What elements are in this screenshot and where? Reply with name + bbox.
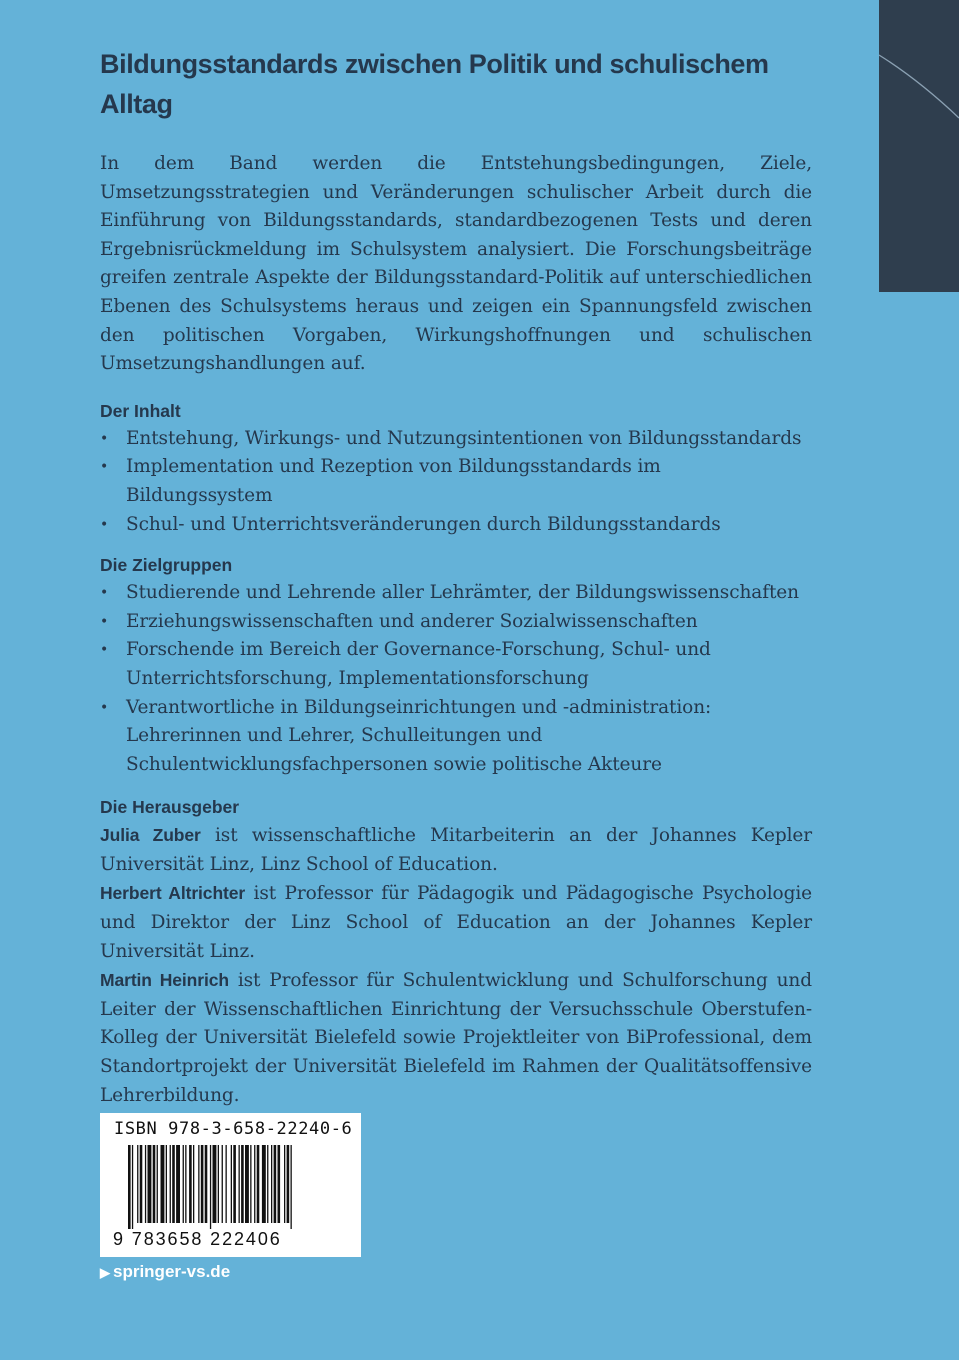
barcode-bar [254,1145,255,1223]
barcode-bar [205,1145,208,1223]
editor-name: Julia Zuber [100,825,201,846]
herausgeber-section [100,793,812,1110]
inhalt-list [100,425,812,539]
corner-decoration [879,0,959,292]
list-item: • Entstehung, Wirkungs- und Nutzungsintentionen von Bildungsstandards [100,425,812,454]
list-item: • Studierende und Lehrende aller Lehrämter, der Bildungswissenschaften [100,579,812,608]
inhalt-heading: Der Inhalt [100,400,181,421]
barcode-bar [189,1145,192,1223]
barcode-bar [148,1145,152,1223]
barcode-bar [132,1145,133,1229]
editor-bio: Herbert Altrichter ist Professor für Pädagogik und Pädagogische Psychologie und Direktor der Linz School of Education an der Johannes Kepler Universität Linz. [100,883,812,962]
editor-name: Herbert Altrichter [100,883,246,904]
barcode-bar [185,1145,186,1223]
barcode-bar [137,1145,138,1223]
list-item: • Erziehungswissenschaften und anderer Sozialwissenschaften [100,608,812,637]
herausgeber-heading: Die Herausgeber [100,797,240,818]
barcode-bar [267,1145,268,1223]
bullet-icon: • [100,613,109,630]
barcode-bar [218,1145,219,1223]
barcode-bar [128,1145,131,1229]
zielgruppen-list [100,579,812,779]
list-item: • Forschende im Bereich der Governance-Forschung, Schul- und Unterrichtsforschung, Implementationsforschung [100,636,812,693]
zielgruppen-heading: Die Zielgruppen [100,555,233,576]
barcode-bar [284,1145,285,1223]
barcode-bar [170,1145,171,1223]
bullet-icon: • [100,516,109,533]
barcode-bar [198,1145,199,1223]
barcode-bar [153,1145,156,1223]
barcode-bar [233,1145,236,1223]
barcode-bar [271,1145,272,1223]
barcode-bar [222,1145,223,1223]
barcode-bar [157,1145,158,1223]
barcode-bar [278,1145,281,1223]
editor-bio: Julia Zuber ist wissenschaftliche Mitarbeiterin an der Johannes Kepler Universität Linz, Linz School of Education. [100,825,812,875]
editor-bio: Martin Heinrich ist Professor für Schulentwicklung und Schulforschung und Leiter der Wissenschaftlichen Einrichtung der Versuchsschule Oberstufen-Kolleg der Universität Bielefeld sowie Projektleiter von BiProfessional, dem Standortprojekt der Universität Bielefeld im Rahmen der Qualitätsoffensive Lehrerbildung. [100,970,812,1106]
isbn-barcode-box [100,1113,361,1257]
barcode-bar [245,1145,249,1223]
barcode-bar [274,1145,277,1223]
bullet-icon: • [100,585,109,602]
barcode-bar [239,1145,240,1223]
barcode-bar [210,1145,211,1229]
inhalt-section [100,397,812,539]
barcode-bar [250,1145,251,1223]
isbn-label: ISBN 978-3-658-22240-6 [114,1119,353,1139]
bullet-icon: • [100,459,109,476]
intro-paragraph: In dem Band werden die Entstehungsbedingungen, Ziele, Umsetzungsstrategien und Veränderungen schulischer Arbeit durch die Einführung von Bildungsstandards, standardbezogenen Tests und deren Ergebnisrückmeldung im Schulsystem analysiert. Die Forschungsbeiträge greifen zentrale Aspekte der Bildungsstandard-Politik auf unterschiedlichen Ebenen des Schulsystems heraus und zeigen ein Spannungsfeld zwischen den politischen Vorgaben, Wirkungshoffnungen und schulischen Umsetzungshandlungen auf. [100,153,812,375]
back-cover-text [100,44,812,1110]
barcode-bar [140,1145,143,1223]
barcode-bar [161,1145,165,1223]
page-title: Bildungsstandards zwischen Politik und schulischem Alltag [100,49,769,119]
barcode-bar [226,1145,227,1223]
editor-name: Martin Heinrich [100,970,229,991]
list-item: • Schul- und Unterrichtsveränderungen durch Bildungsstandards [100,511,812,540]
barcode-bar [172,1145,175,1223]
barcode-bar [257,1145,260,1223]
barcode-bar [145,1145,146,1223]
barcode-bar [176,1145,180,1223]
barcode-bar [291,1145,292,1229]
barcode-bar [287,1145,290,1223]
barcode-bar [231,1145,232,1223]
barcode-bar [166,1145,167,1223]
barcode-digits: 9 783658 222406 [113,1229,282,1249]
list-item: • Implementation und Rezeption von Bildungsstandards im Bildungssystem [100,453,812,510]
arrow-right-icon: ▶ [100,1265,110,1280]
list-item: • Verantwortliche in Bildungseinrichtungen und -administration: Lehrerinnen und Lehrer, Schulleitungen und Schulentwicklungsfachpersonen sowie politische Akteure [100,694,812,780]
zielgruppen-section [100,551,812,779]
barcode-bar [241,1145,244,1223]
barcode-bar [262,1145,266,1223]
barcode-bar [201,1145,204,1223]
barcode-bar [183,1145,184,1223]
barcode-bar [193,1145,194,1223]
bullet-icon: • [100,430,109,447]
bullet-icon: • [100,699,109,716]
barcode-bar [213,1145,217,1223]
bullet-icon: • [100,642,109,659]
barcode-icon [128,1145,334,1229]
website-link[interactable]: ▶ springer-vs.de [100,1262,231,1281]
